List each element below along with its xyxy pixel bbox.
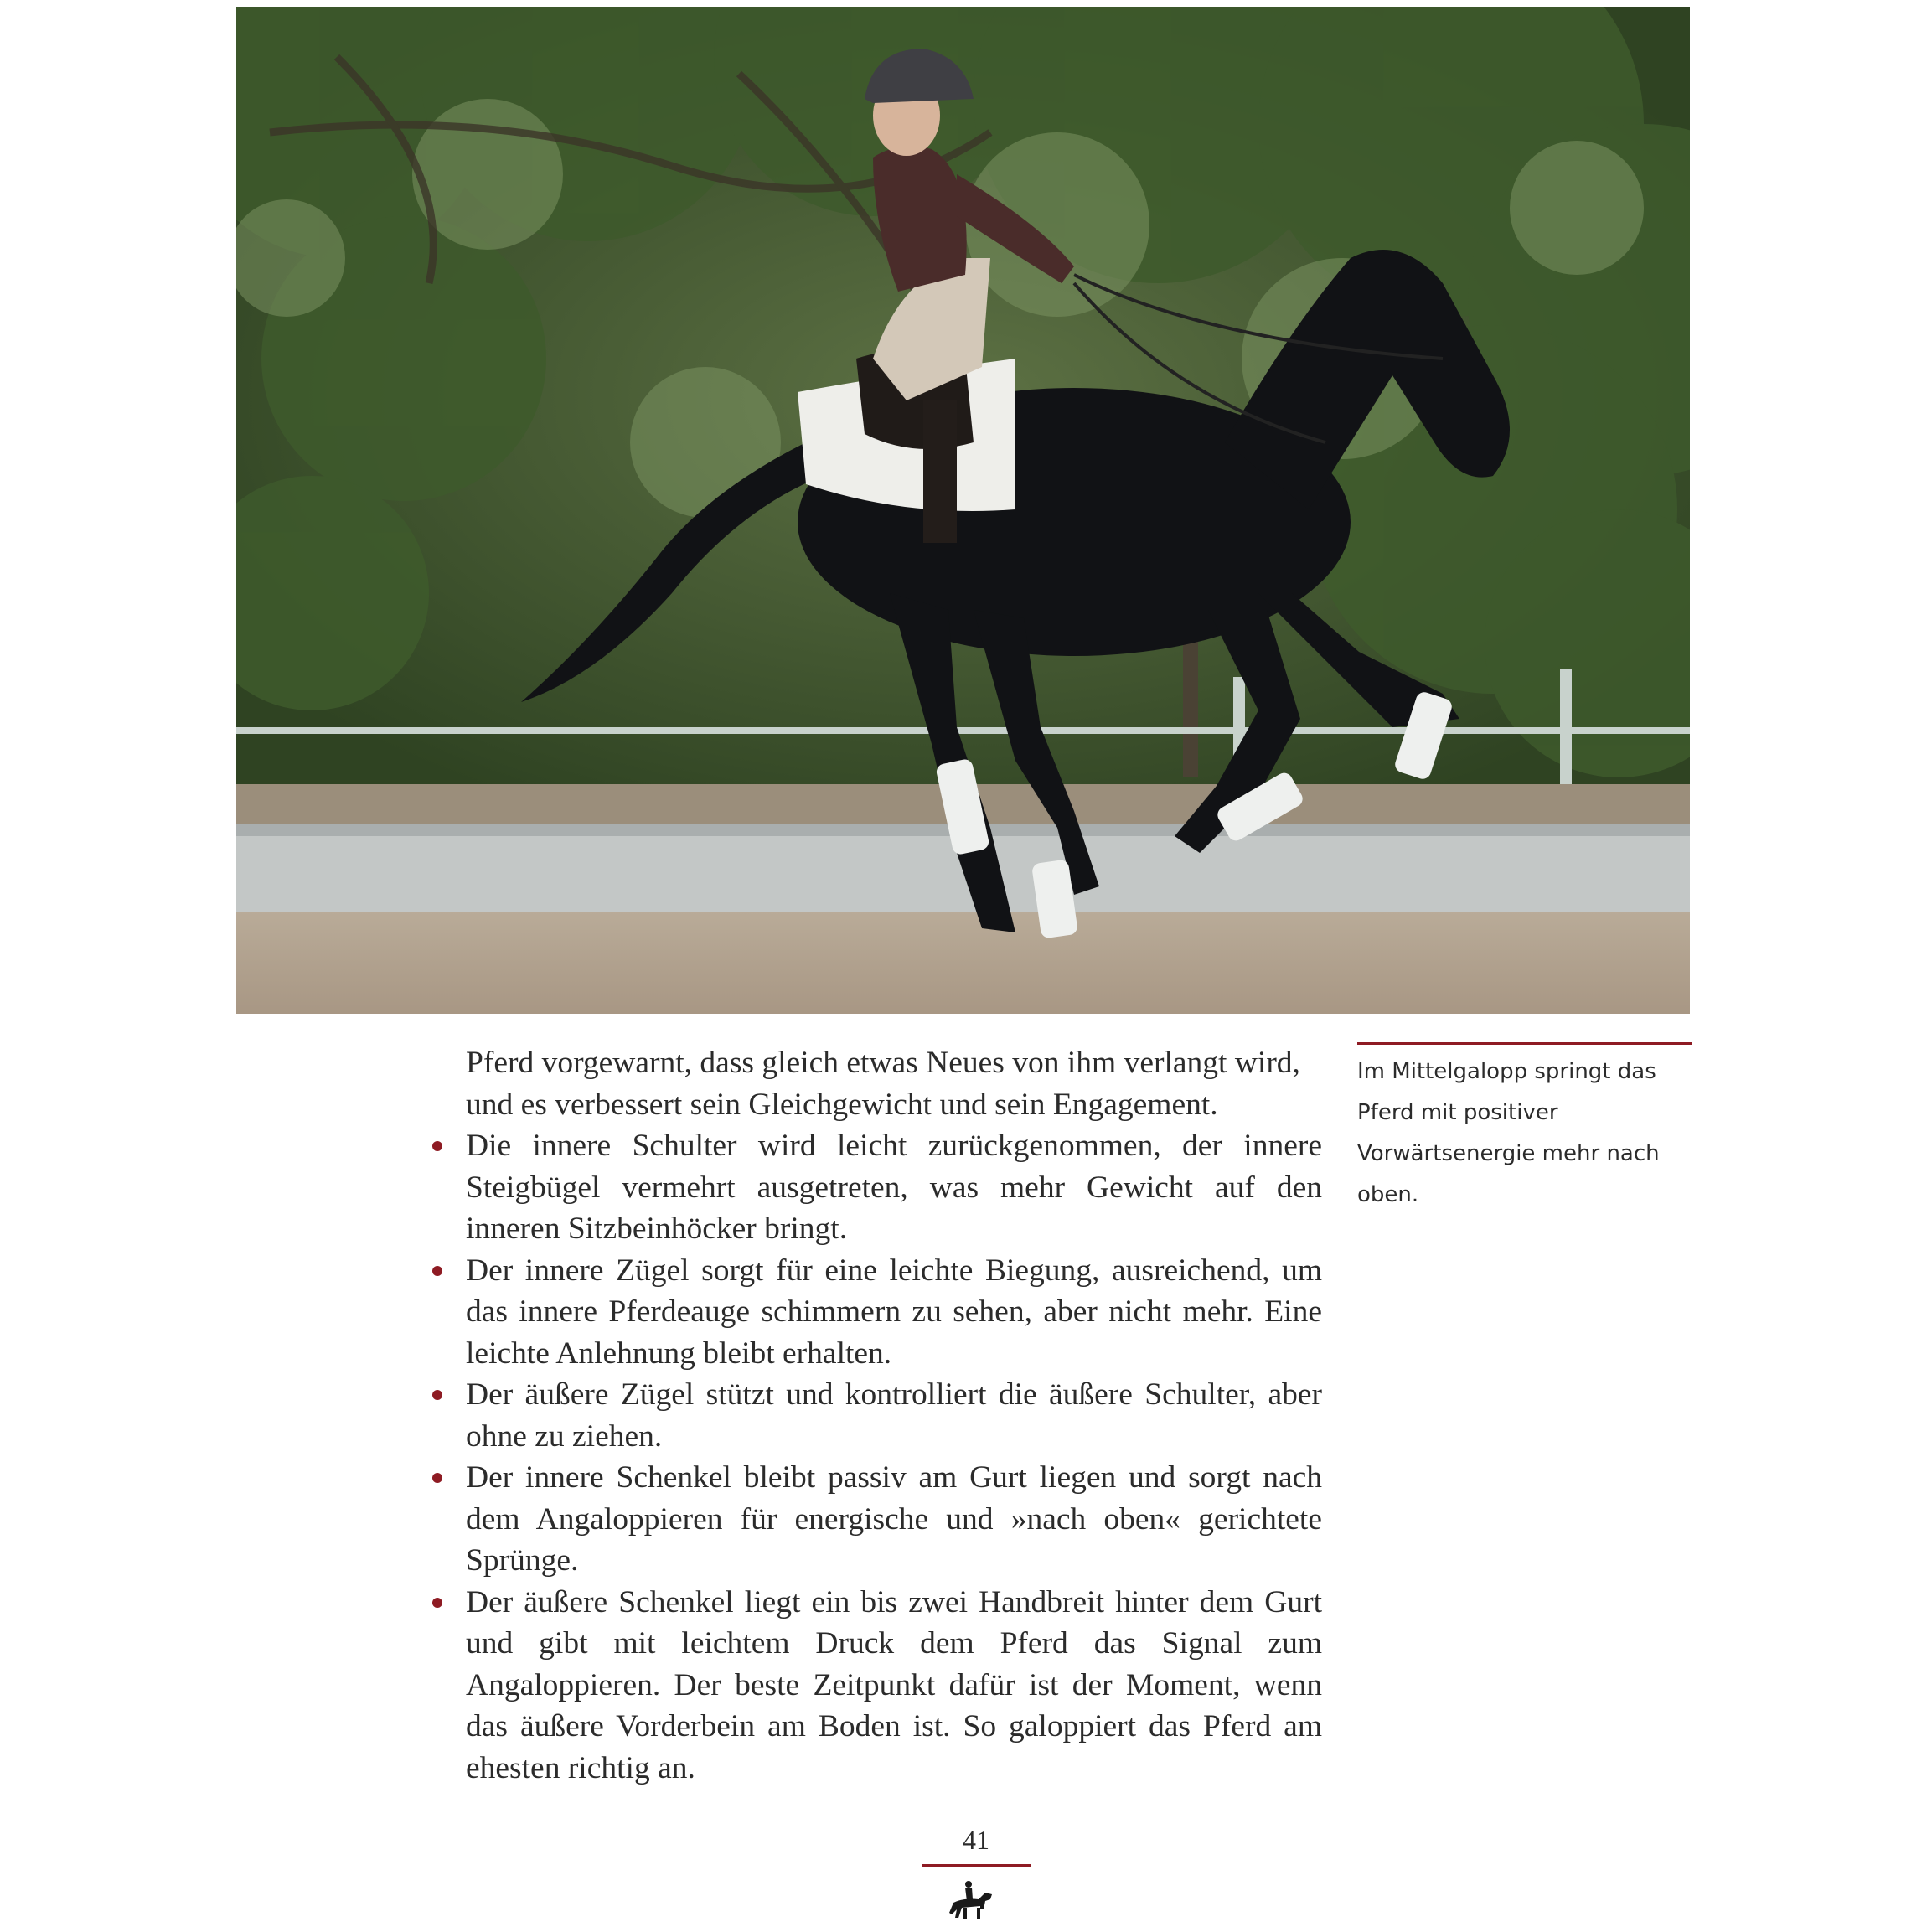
bullet-dot-icon — [432, 1141, 442, 1151]
photo-caption: Im Mittelgalopp springt das Pferd mit positiver Vorwärtsenergie mehr nach oben. — [1357, 1042, 1692, 1216]
page-number: 41 — [963, 1825, 989, 1855]
list-item — [431, 1457, 1322, 1582]
list-item-text: Der innere Zügel sorgt für eine leichte Biegung, ausreichend, um das innere Pferdeauge schimmern zu sehen, aber nicht mehr. Eine leichte Anlehnung bleibt erhalten. — [466, 1253, 1322, 1371]
list-item — [431, 1125, 1322, 1250]
list-item — [431, 1250, 1322, 1375]
bullet-dot-icon — [432, 1598, 442, 1608]
bullet-dot-icon — [432, 1390, 442, 1400]
intro-paragraph: Pferd vorgewarnt, dass gleich etwas Neues von ihm verlangt wird, und es verbessert sein Gleichgewicht und sein Engagement. — [466, 1046, 1300, 1122]
list-item-text: Die innere Schulter wird leicht zurückgenommen, der innere Steigbügel vermehrt ausgetreten, was mehr Gewicht auf den inneren Sitzbeinhöcker bringt. — [466, 1129, 1322, 1246]
list-item-text: Der äußere Zügel stützt und kontrolliert die äußere Schulter, aber ohne zu ziehen. — [466, 1377, 1322, 1454]
page-number-rule — [922, 1864, 1031, 1867]
list-item — [431, 1582, 1322, 1790]
horse-rider-logo-icon — [947, 1881, 997, 1924]
list-item-text: Der innere Schenkel bleibt passiv am Gurt liegen und sorgt nach dem Angaloppieren für energische und »nach oben« gerichtete Sprünge. — [466, 1460, 1322, 1578]
photo-illustration — [236, 7, 1690, 1014]
instruction-list — [431, 1125, 1322, 1789]
list-item-text: Der äußere Schenkel liegt ein bis zwei Handbreit hinter dem Gurt und gibt mit leichtem Druck dem Pferd das Signal zum Angaloppieren. Der beste Zeitpunkt dafür ist der Moment, wenn das äußere Vorderbein am Boden ist. So galoppiert das Pferd am ehesten richtig an. — [466, 1584, 1322, 1785]
bullet-dot-icon — [432, 1473, 442, 1483]
dressage-rider-canter-photo — [236, 7, 1690, 1014]
main-body-text — [431, 1042, 1322, 1789]
bullet-dot-icon — [432, 1266, 442, 1276]
list-item — [431, 1374, 1322, 1457]
